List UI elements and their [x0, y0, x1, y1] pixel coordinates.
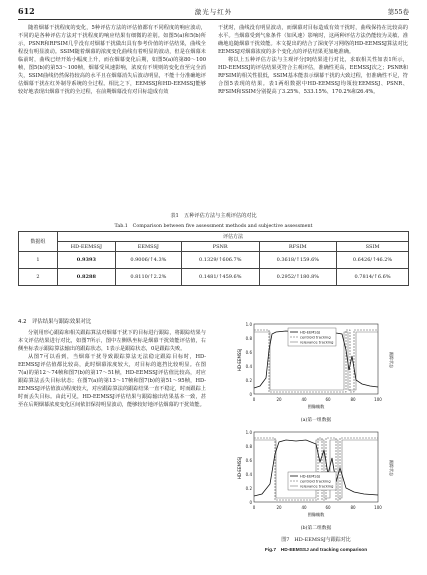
table-cell: 0.6426/↑46.2% — [337, 252, 409, 269]
legend-entry: centroid tracking — [300, 479, 331, 484]
paragraph: 随着烟幕干扰程度的变化，5种评估方法的评估值都有不同程度的响应波动，不同的是各种评估方法对干扰程度的响应结果有细微的差别。如图5(a)和5(b)所示，PSNR和RFSIM几乎没有对烟幕干扰做出具有参考价值的评估结果，曲线全程没有明显波动。SSIM随着烟幕的浓度变化曲线有着明显的波动，但是在烟幕未临前时，曲线已经开始小幅度上升，而在烟幕变化后期，如图5(a)的第80～100帧，图5(b)的第53～100帧，烟幕受风速影响，浓度有不规则的变化直至完全消失，SSIM曲线仍然保持较高的水平且在烟幕消失后波动明显，不能十分准确地评估烟幕干扰在红外制导系统的全过程。相比之下，EEMSSJ和HD-EEMSSJ能够较好地表现出烟幕干扰的全过程，在前期烟幕没有对目标造成有效 — [18, 25, 206, 96]
table-caption-cn: 表1 五种评估方法与主观评估的对比 — [170, 213, 257, 219]
section-4-2 — [18, 318, 206, 410]
legend-entry: centroid tracking — [300, 335, 331, 340]
x-tick: 0 — [252, 397, 256, 402]
table-cell: 0.3618/↑159.6% — [259, 252, 337, 269]
figure-caption-cn: 图7 HD-EEMSSJ与跟踪对比 — [281, 537, 351, 543]
figure-b-plot — [236, 428, 396, 524]
x-tick: 40 — [301, 505, 307, 510]
table-row — [19, 252, 409, 269]
x-tick: 20 — [276, 505, 282, 510]
y-tick: 0.8 — [245, 444, 252, 449]
table-cell: 2 — [19, 269, 58, 286]
figure-a-plot — [236, 320, 396, 416]
table-cell: 0.8288 — [58, 269, 116, 286]
right-column-top — [218, 24, 408, 96]
column-header: SSIM — [337, 242, 409, 252]
paragraph: 干扰时，曲线没有明显波动，而烟幕对目标造成有效干扰时，曲线保持在比较高的水平。当烟幕受到气象条件（如风速）影响时，这两种评估方法仍能较为灵敏、准确地追随烟幕干扰效能。本文提出的结合了深度学习网络的HD-EEMSSJ算法对比EEMSSJ对烟幕浓度的多个变化点的评估结果更加地准确。 — [218, 25, 408, 56]
x-tick: 80 — [350, 505, 356, 510]
y-tick: 0.2 — [245, 486, 252, 491]
x-tick: 40 — [301, 397, 307, 402]
x-axis-label: 图像帧数 — [307, 404, 325, 409]
figure-a — [236, 320, 396, 416]
y-tick: 0.4 — [245, 364, 252, 369]
volume-label: 第55卷 — [387, 8, 409, 16]
table-cell: 0.2952/↑180.8% — [259, 269, 337, 286]
legend-entry: relevance tracking — [300, 484, 334, 489]
comparison-table — [18, 231, 409, 286]
y-tick: 0.4 — [245, 472, 252, 477]
header-rule — [18, 19, 409, 20]
table-cell: 0.7814/↑6.6% — [337, 269, 409, 286]
legend-entry: HD-EEMSSJ — [300, 330, 321, 335]
figure-b-subcaption: (b)第二组数据 — [300, 526, 332, 531]
x-tick: 60 — [325, 397, 331, 402]
x-tick: 60 — [325, 505, 331, 510]
table-cell: 0.1481/↑459.6% — [181, 269, 259, 286]
journal-title: 激光与红外 — [194, 8, 233, 16]
y-tick: 0 — [249, 392, 252, 397]
table-cell: 0.8110/↑2.2% — [115, 269, 181, 286]
y-tick: 0.8 — [245, 336, 252, 341]
x-tick: 80 — [350, 397, 356, 402]
table-cell: 0.9006/↑4.3% — [115, 252, 181, 269]
table-cell: 1 — [19, 252, 58, 269]
y2-axis-label: 跟踪状态 — [389, 460, 394, 476]
column-header: EEMSSJ — [115, 242, 181, 252]
table-cell: 0.1329/↑606.7% — [181, 252, 259, 269]
y2-axis-label: 跟踪状态 — [389, 352, 394, 368]
column-header: PSNR — [181, 242, 259, 252]
y-tick: 0 — [249, 500, 252, 505]
row-header: 数据组 — [19, 232, 58, 252]
x-axis-label: 图像帧数 — [307, 512, 325, 517]
y-tick: 1.0 — [245, 322, 252, 327]
paragraph: 分别用形心跟踪和相关跟踪算法对烟幕干扰下的目标进行跟踪，将跟踪结果与本文评估结果进行对比，如图7所示，图中左侧纵坐标是烟幕干扰效能评估值，右侧坐标表示跟踪算法输出的跟踪状态，1表示是跟踪状态，0是跟踪失败。 — [18, 330, 206, 353]
y-axis-label: HD-EEMSSJ — [237, 456, 242, 480]
x-tick: 100 — [374, 397, 382, 402]
left-column-top — [18, 24, 206, 96]
section-heading: 4.2 评估结果与跟踪效果对比 — [18, 319, 92, 325]
y-tick: 1.0 — [245, 430, 252, 435]
paragraph: 从图7可以看到，当烟幕干扰导致跟踪算法无法稳定跟踪目标时，HD-EEMSSJ评估值都比较高，此时烟幕浓度较大，对目标的遮挡比较明显。在图7(a)的第12～74帧和图7(b)的第17～51帧，HD-EEMSSJ评估值比较高，对应跟踪算法丢失目标状态；在图7(a)的第13～17帧和图7(b)的第51～95帧，HD-EEMSSJ评估值波动程度较大，对应跟踪算法的跟踪结果一直不稳定，时而跟踪上时而丢失目标。由此可见，HD-EEMSSJ评估结果与跟踪输出结果基本一致，甚至在后期烟幕浓度变化区间依旧保持明显波动，能够较好地评估烟幕的干扰效能。 — [18, 354, 206, 409]
paragraph: 将以上五种评估方法与主观评分[9]结果进行对比，求取相关性如表1所示，HD-EEMSSJ的评估结果更符合主观评估，准确性更高，EEMSSJ次之；PSNR和RFSIM的相关性很低，SSIM基本能表示烟幕干扰的大致过程，但准确性不足，符合图5表现的结果。表1两组数据中HD-EEMSSJ均領较EEMSSJ、PSNR、RFSIM和SSIM分别提高了3.25%、533.15%、170.2%和26.4%。 — [218, 57, 408, 96]
x-tick: 20 — [276, 397, 282, 402]
x-tick: 100 — [374, 505, 382, 510]
y-axis-label: HD-EEMSSJ — [237, 348, 242, 372]
figure-b — [236, 428, 396, 524]
y-tick: 0.6 — [245, 350, 252, 355]
x-tick: 0 — [252, 505, 256, 510]
group-header: 评估方法 — [58, 232, 409, 242]
legend-entry: relevance tracking — [300, 340, 334, 345]
y-tick: 0.6 — [245, 458, 252, 463]
table-cell: 0.9393 — [58, 252, 116, 269]
column-header: HD-EEMSSJ — [58, 242, 116, 252]
legend-entry: HD-EEMSSJ — [300, 474, 321, 479]
y-tick: 0.2 — [245, 378, 252, 383]
table-row — [19, 269, 409, 286]
figure-a-subcaption: (a)第一组数据 — [300, 418, 332, 423]
figure-caption-en: Fig.7 HD-EEMSSJ and tracking comparison — [264, 548, 368, 553]
table-caption-en: Tab.1 Comparison between five assessment methods and subjective assessment — [114, 224, 313, 229]
column-header: RFSIM — [259, 242, 337, 252]
page-number: 612 — [18, 6, 35, 16]
